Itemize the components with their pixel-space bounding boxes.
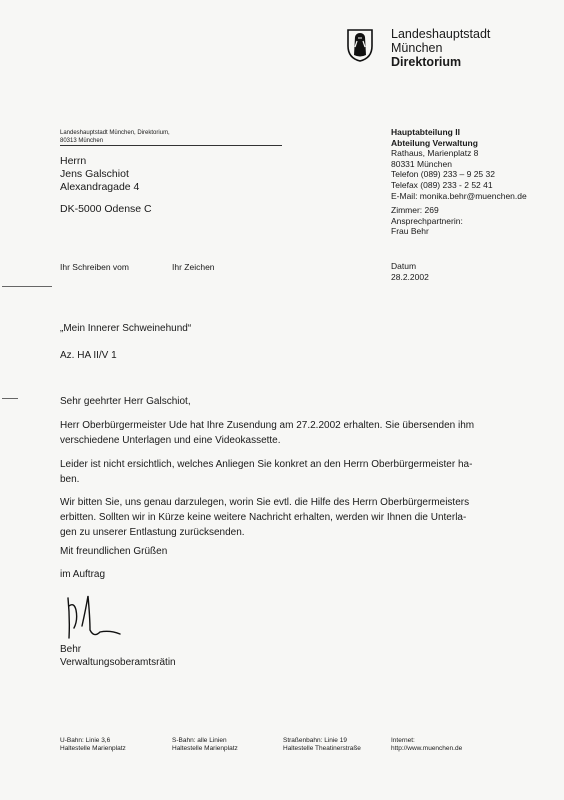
paragraph-3 bbox=[60, 496, 505, 540]
letterhead-city-name: München bbox=[391, 41, 443, 55]
paragraph-line: gen zu unserer Entlastung zurücksenden. bbox=[60, 526, 245, 538]
department-address: Rathaus, Marienplatz 8 bbox=[391, 148, 479, 159]
department-block bbox=[391, 127, 527, 201]
footer-line: Haltestelle Theatinerstraße bbox=[283, 745, 361, 752]
room-block bbox=[391, 205, 463, 237]
paragraph-line: ben. bbox=[60, 473, 80, 485]
footer-line: Straßenbahn: Linie 19 bbox=[283, 737, 347, 744]
on-behalf: im Auftrag bbox=[60, 569, 106, 580]
department-fax: Telefax (089) 233 - 2 52 41 bbox=[391, 179, 493, 190]
recipient-street: Alexandragade 4 bbox=[60, 181, 140, 194]
department-name: Hauptabteilung II bbox=[391, 127, 460, 137]
contact-label: Ansprechpartnerin: bbox=[391, 215, 463, 226]
recipient-name: Jens Galschiot bbox=[60, 168, 129, 181]
your-letter-label: Ihr Schreiben vom bbox=[60, 262, 129, 272]
recipient-salutation: Herrn bbox=[60, 155, 87, 167]
paragraph-line: erbitten. Sollten wir in Kürze keine weitere Nachricht erhalten, werden wir Ihnen die Unterla- bbox=[60, 511, 467, 523]
department-email: E-Mail: monika.behr@muenchen.de bbox=[391, 190, 527, 201]
handwritten-signature bbox=[60, 588, 160, 648]
room-number: Zimmer: 269 bbox=[391, 205, 439, 215]
date-value: 28.2.2002 bbox=[391, 271, 429, 282]
footer-line: http://www.muenchen.de bbox=[391, 745, 463, 752]
letterhead-city: Landeshauptstadt bbox=[391, 27, 491, 41]
footer-sbahn bbox=[172, 737, 238, 753]
paragraph-2 bbox=[60, 458, 505, 488]
fold-mark bbox=[2, 286, 52, 287]
footer-line: U-Bahn: Linie 3,6 bbox=[60, 737, 111, 744]
paragraph-line: verschiedene Unterlagen und eine Videokassette. bbox=[60, 434, 281, 446]
sender-line-2: 80313 München bbox=[60, 137, 104, 144]
sender-line-1: Landeshauptstadt München, Direktorium, bbox=[60, 130, 170, 136]
your-ref-label: Ihr Zeichen bbox=[172, 262, 215, 272]
footer-line: S-Bahn: alle Linien bbox=[172, 737, 227, 744]
department-postcode: 80331 München bbox=[391, 158, 452, 169]
fold-mark bbox=[2, 398, 18, 399]
munich-crest-icon bbox=[346, 28, 374, 62]
paragraph-1 bbox=[60, 419, 505, 449]
footer-internet bbox=[391, 737, 462, 753]
file-reference: Az. HA II/V 1 bbox=[60, 350, 117, 361]
recipient-address bbox=[60, 155, 139, 195]
footer-line: Haltestelle Marienplatz bbox=[60, 745, 126, 752]
signer-title: Verwaltungsoberamtsrätin bbox=[60, 657, 176, 668]
paragraph-line: Wir bitten Sie, uns genau darzulegen, worin Sie evtl. die Hilfe des Herrn Oberbürgermeisters bbox=[60, 497, 470, 508]
subject-line: „Mein Innerer Schweinehund“ bbox=[60, 323, 192, 334]
salutation: Sehr geehrter Herr Galschiot, bbox=[60, 396, 191, 407]
footer-line: Haltestelle Marienplatz bbox=[172, 745, 238, 752]
signer-name: Behr bbox=[60, 644, 82, 655]
paragraph-line: Leider ist nicht ersichtlich, welches Anliegen Sie konkret an den Herrn Oberbürgermeister ha- bbox=[60, 459, 473, 470]
contact-name: Frau Behr bbox=[391, 226, 429, 237]
footer-line: Internet: bbox=[391, 737, 415, 744]
date-label: Datum bbox=[391, 261, 417, 271]
letterhead-office: Direktorium bbox=[391, 55, 462, 69]
closing-greeting: Mit freundlichen Grüßen bbox=[60, 546, 168, 557]
footer-tram bbox=[283, 737, 361, 753]
paragraph-line: Herr Oberbürgermeister Ude hat Ihre Zusendung am 27.2.2002 erhalten. Sie übersenden ihm bbox=[60, 420, 475, 431]
date-block bbox=[391, 261, 429, 282]
sender-return-address bbox=[60, 130, 282, 146]
department-sub: Abteilung Verwaltung bbox=[391, 137, 478, 148]
department-phone: Telefon (089) 233 – 9 25 32 bbox=[391, 169, 495, 180]
recipient-city: DK-5000 Odense C bbox=[60, 203, 152, 215]
footer-ubahn bbox=[60, 737, 126, 753]
letterhead bbox=[391, 27, 490, 69]
